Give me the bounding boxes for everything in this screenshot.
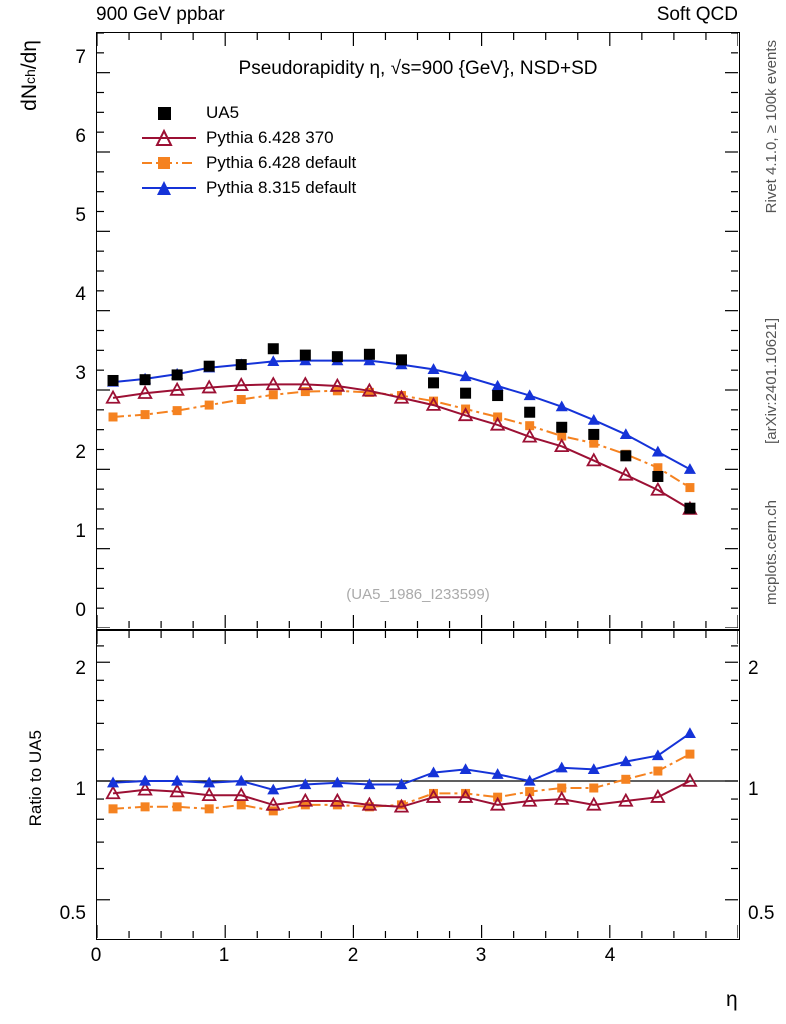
xtick-2: 2 — [347, 945, 359, 966]
ytick-main-4: 4 — [75, 284, 86, 305]
x-axis-label: η — [726, 988, 738, 1011]
y-axis-label-main: dNch/dη — [18, 40, 41, 111]
ytick-ratio-1-left: 1 — [75, 779, 86, 800]
ytick-main-1: 1 — [75, 521, 86, 542]
header-right: Soft QCD — [656, 4, 738, 25]
arxiv-ref-text: [arXiv:2401.10621] — [763, 318, 780, 444]
ytick-main-6: 6 — [75, 126, 86, 147]
xtick-3: 3 — [475, 945, 487, 966]
ytick-main-7: 7 — [75, 47, 86, 68]
ratio-plot-panel — [96, 630, 740, 940]
ytick-main-2: 2 — [75, 442, 86, 463]
legend-item-0 — [140, 100, 356, 125]
chart-title: Pseudorapidity η, √s=900 {GeV}, NSD+SD — [238, 58, 598, 79]
legend-key-pythia8-default — [140, 177, 198, 199]
analysis-id-watermark: (UA5_1986_I233599) — [346, 586, 490, 603]
ytick-ratio-05-right: 0.5 — [748, 903, 775, 924]
header-left: 900 GeV ppbar — [96, 4, 225, 25]
ytick-main-3: 3 — [75, 363, 86, 384]
legend-item-1 — [140, 125, 356, 150]
xtick-1: 1 — [218, 945, 230, 966]
legend-label-1: Pythia 6.428 370 — [206, 127, 334, 147]
legend-key-pythia6-default — [140, 152, 198, 174]
ytick-ratio-2-right: 2 — [748, 658, 759, 679]
mcplots-url-text: mcplots.cern.ch — [763, 500, 780, 606]
xtick-0: 0 — [90, 945, 102, 966]
ratio-plot-svg — [97, 631, 738, 938]
legend-key-pythia6-370 — [140, 127, 198, 149]
legend-key-ua5 — [140, 102, 198, 124]
legend — [140, 100, 356, 200]
legend-label-0: UA5 — [206, 102, 240, 122]
ytick-main-0: 0 — [75, 600, 86, 621]
legend-item-3 — [140, 175, 356, 200]
ytick-main-5: 5 — [75, 205, 86, 226]
legend-item-2 — [140, 150, 356, 175]
legend-label-3: Pythia 8.315 default — [206, 177, 357, 197]
xtick-4: 4 — [604, 945, 616, 966]
ytick-ratio-05-left: 0.5 — [59, 903, 86, 924]
rivet-version-text: Rivet 4.1.0, ≥ 100k events — [763, 40, 780, 214]
legend-label-2: Pythia 6.428 default — [206, 152, 357, 172]
y-axis-label-ratio: Ratio to UA5 — [26, 730, 45, 827]
ytick-ratio-2-left: 2 — [75, 658, 86, 679]
ytick-ratio-1-right: 1 — [748, 779, 759, 800]
